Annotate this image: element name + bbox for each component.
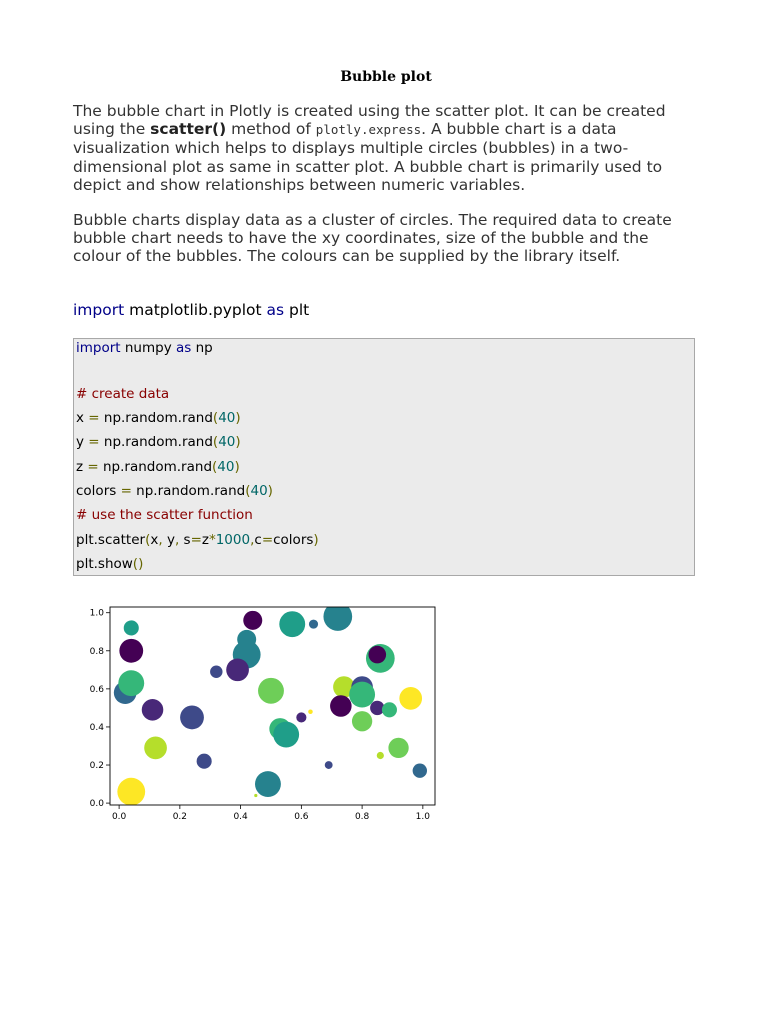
y-tick-label: 1.0: [89, 608, 104, 619]
code-paren: (: [245, 483, 251, 499]
bubble-point: [142, 699, 164, 721]
code-line-x: [76, 410, 241, 426]
code-paren: ): [235, 434, 241, 450]
code-var: x: [76, 410, 89, 426]
bubble-point: [124, 620, 139, 635]
bubble-point: [323, 602, 352, 631]
code-block: [73, 338, 695, 576]
bubble-point: [144, 737, 167, 760]
keyword-as: as: [175, 340, 192, 356]
scatter-method-name: scatter(): [150, 120, 227, 139]
code-number: 40: [218, 434, 236, 450]
bubble-point: [117, 778, 145, 806]
code-op: =: [88, 434, 100, 450]
code-paren: ): [267, 483, 273, 499]
bubble-point: [368, 646, 386, 664]
keyword-as: as: [266, 301, 285, 319]
code-op: =: [120, 483, 132, 499]
code-var: x: [150, 532, 159, 548]
y-tick-label: 0.0: [89, 799, 104, 810]
code-number: 1000: [215, 532, 251, 548]
bubble-point: [118, 670, 144, 696]
bubble-point: [413, 764, 427, 778]
code-paren: ): [313, 532, 319, 548]
bubble-point: [197, 754, 212, 769]
code-paren: (: [145, 532, 151, 548]
code-comma: ,: [174, 532, 180, 548]
bubble-point: [399, 687, 422, 710]
bubble-point: [308, 709, 313, 714]
y-tick-label: 0.4: [89, 722, 104, 733]
code-var: y: [76, 434, 89, 450]
code-call: plt.scatter: [76, 532, 146, 548]
module-name: plotly.express: [315, 122, 422, 138]
x-tick-label: 1.0: [415, 812, 431, 822]
code-op: =: [190, 532, 202, 548]
y-tick-label: 0.2: [89, 761, 104, 772]
bubble-point: [210, 666, 222, 678]
code-paren: (: [212, 410, 219, 426]
bubble-point: [258, 678, 284, 704]
module-numpy: numpy: [120, 340, 176, 356]
alias-np: np: [191, 340, 213, 356]
code-number: 40: [217, 459, 235, 475]
import-matplotlib-line: [73, 301, 309, 319]
module-matplotlib: matplotlib.pyplot: [124, 301, 267, 319]
bubble-point: [377, 752, 384, 759]
code-call: plt.show: [76, 556, 133, 572]
code-var: s: [179, 532, 191, 548]
code-line-scatter: [76, 532, 319, 548]
code-op: =: [88, 410, 100, 426]
code-line-y: [76, 434, 241, 450]
bubble-point: [226, 658, 249, 681]
code-op: =: [261, 532, 274, 548]
bubble-point: [180, 706, 204, 730]
code-paren: ): [234, 459, 240, 475]
x-tick-label: 0.0: [111, 812, 127, 822]
code-var: colors: [273, 532, 314, 548]
code-line-import-numpy: [76, 340, 213, 356]
x-tick-label: 0.8: [354, 812, 370, 822]
bubble-point: [255, 771, 281, 797]
bubble-point: [243, 611, 262, 630]
code-number: 40: [218, 410, 236, 426]
keyword-import: import: [73, 301, 125, 319]
code-var: y: [162, 532, 175, 548]
x-tick-label: 0.4: [233, 812, 248, 822]
bubble-point: [254, 794, 257, 797]
bubble-chart: [78, 600, 448, 830]
code-op: *: [208, 532, 216, 548]
code-paren: ): [235, 410, 241, 426]
intro-text-3: . A bubble chart is a data visualization which helps to displays multiple circles (bubbles) in a two-dimensional plot as same in scatter plot. A bubble chart is primarily used to depict and show relationships between numeric variables.: [73, 120, 663, 194]
code-paren: (: [212, 459, 218, 475]
code-paren: (): [132, 556, 144, 572]
code-call: np.random.rand: [99, 434, 213, 450]
code-var: z: [76, 459, 88, 475]
code-call: np.random.rand: [98, 459, 213, 475]
x-tick-label: 0.6: [294, 812, 309, 822]
page-title: Bubble plot: [340, 69, 432, 85]
code-var: z: [201, 532, 209, 548]
bubble-point: [382, 702, 397, 717]
keyword-import: import: [76, 340, 121, 356]
code-var: colors: [76, 483, 121, 499]
code-comment-scatter: # use the scatter function: [76, 507, 253, 523]
x-tick-label: 0.2: [172, 812, 188, 822]
bubble-point: [273, 722, 299, 748]
intro-text-2: method of: [226, 120, 316, 139]
y-tick-label: 0.6: [89, 684, 104, 695]
bubble-point: [309, 620, 318, 629]
code-line-show: [76, 556, 143, 572]
code-comma: ,: [250, 532, 255, 548]
bubble-point: [325, 761, 333, 769]
code-line-z: [76, 459, 240, 475]
code-line-colors: [76, 483, 273, 499]
bubble-point: [388, 738, 408, 758]
code-call: np.random.rand: [131, 483, 246, 499]
bubble-description-paragraph: Bubble charts display data as a cluster of circles. The required data to create bubble chart needs to have the xy coordinates, size of the bubble and the colour of the bubbles. The colours can be supplied by the library itself.: [73, 211, 672, 266]
bubble-point: [349, 682, 375, 708]
bubble-point: [352, 711, 372, 731]
code-op: =: [87, 459, 99, 475]
code-comma: ,: [158, 532, 163, 548]
bubble-group: [114, 602, 427, 805]
bubble-point: [119, 639, 143, 663]
bubble-point: [330, 695, 352, 717]
y-tick-label: 0.8: [89, 646, 104, 657]
alias-plt: plt: [284, 301, 310, 319]
bubble-point: [279, 611, 305, 637]
code-number: 40: [250, 483, 268, 499]
code-comment-create-data: # create data: [76, 386, 170, 402]
code-var: c: [254, 532, 262, 548]
intro-paragraph: [73, 102, 698, 194]
bubble-point: [296, 712, 306, 722]
code-call: np.random.rand: [99, 410, 213, 426]
code-paren: (: [212, 434, 219, 450]
intro-text-1: The bubble chart in Plotly is created using the scatter plot. It can be created using the: [73, 102, 666, 139]
